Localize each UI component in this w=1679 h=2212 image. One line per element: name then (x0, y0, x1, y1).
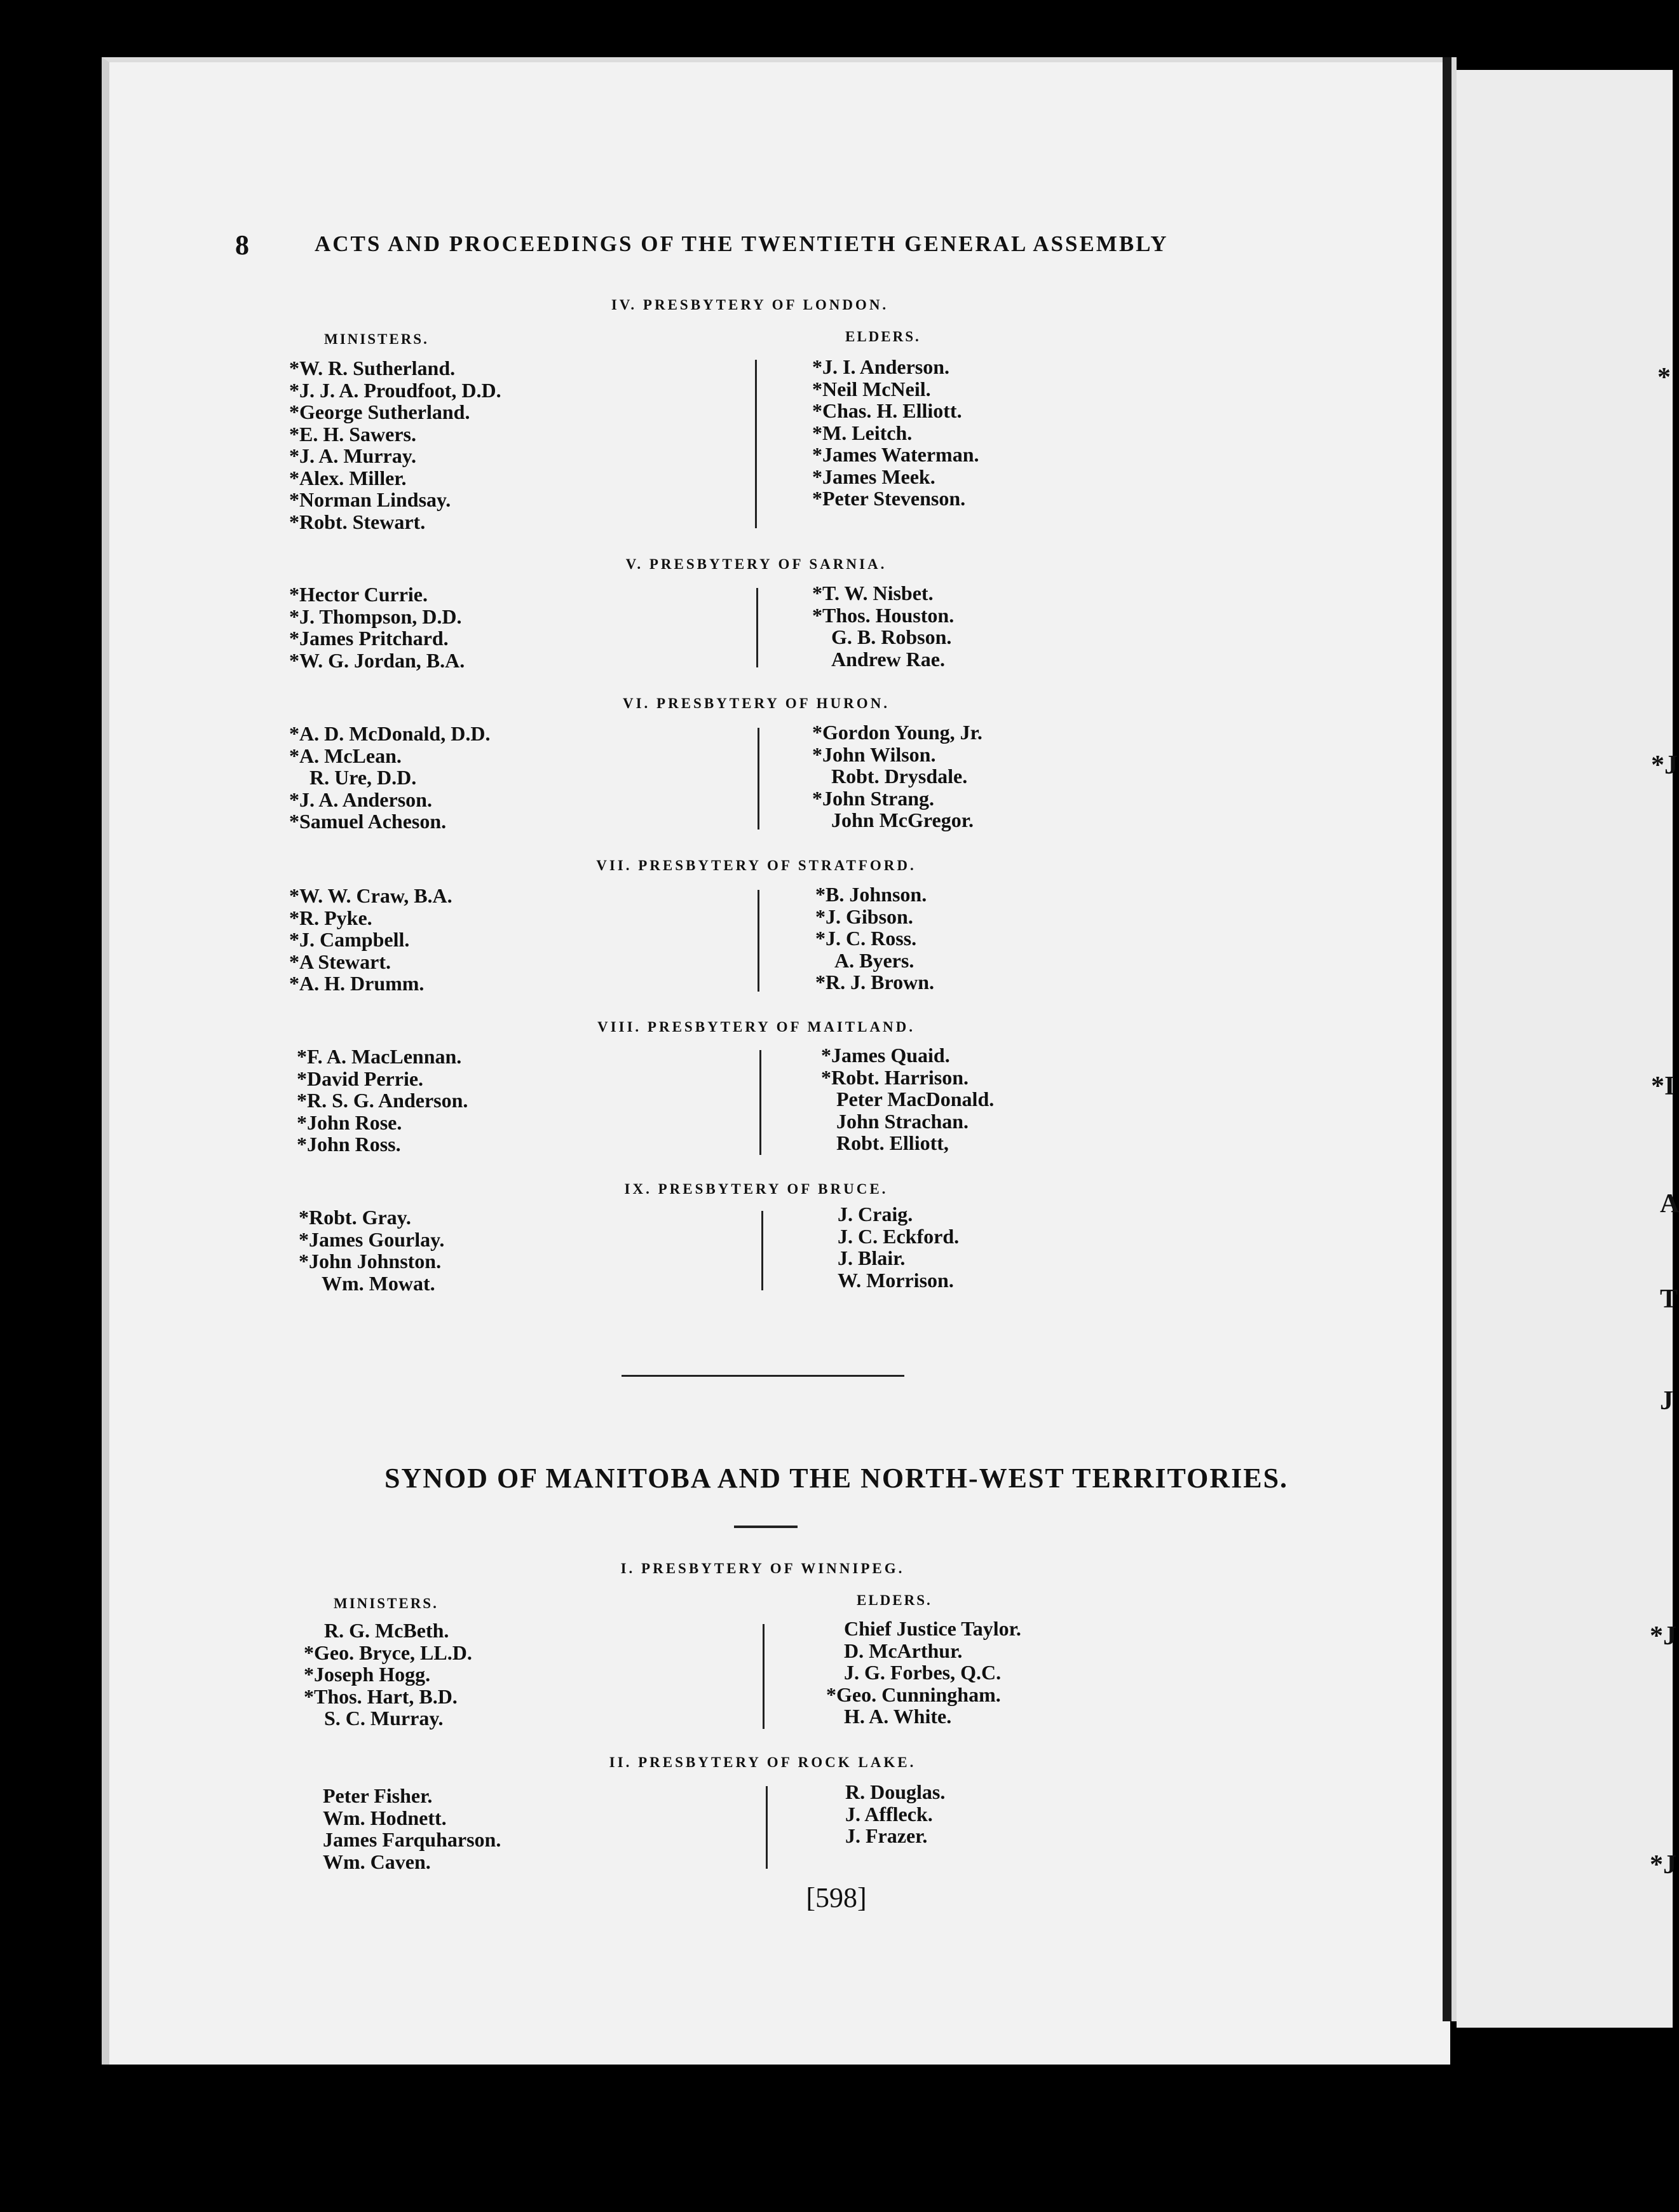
elder-name: *Chas. H. Elliott. (812, 399, 962, 422)
elder-name: *Geo. Cunningham. (826, 1683, 1001, 1706)
elder-name: *James Quaid. (821, 1044, 950, 1067)
minister-name: *Hector Currie. (289, 583, 428, 606)
elder-name: Andrew Rae. (831, 647, 945, 671)
presbytery-title: IX. PRESBYTERY OF BRUCE. (624, 1181, 888, 1197)
minister-name: Peter Fisher. (323, 1784, 433, 1807)
elder-name: John McGregor. (831, 809, 974, 831)
ministers-list (289, 885, 452, 995)
presbytery-title: VI. PRESBYTERY OF HURON. (623, 695, 890, 711)
ministers-list (304, 1620, 472, 1730)
ministers-list (289, 584, 465, 671)
elder-name: *Thos. Houston. (812, 603, 955, 627)
adjacent-page-fragment: *J (1650, 1621, 1676, 1651)
minister-name: S. C. Murray. (324, 1707, 444, 1730)
minister-name: *Alex. Miller. (289, 466, 407, 489)
ministers-list (289, 723, 490, 833)
column-divider (756, 588, 758, 667)
page-gutter (1443, 57, 1451, 2021)
elder-name: *J. I. Anderson. (812, 355, 950, 378)
adjacent-page-fragment: *J (1650, 1850, 1676, 1880)
elder-name: *Robt. Harrison. (821, 1065, 969, 1089)
minister-name: *James Pritchard. (289, 627, 449, 650)
presbytery-title: VII. PRESBYTERY OF STRATFORD. (596, 857, 916, 873)
elder-name: *Gordon Young, Jr. (812, 721, 982, 744)
ministers-label: MINISTERS. (334, 1595, 438, 1611)
minister-name: *A. H. Drumm. (289, 972, 425, 995)
elder-name: *John Wilson. (812, 742, 936, 766)
elder-name: J. Frazer. (845, 1824, 928, 1847)
elders-label: ELDERS. (845, 329, 921, 345)
minister-name: *R. Pyke. (289, 906, 372, 929)
presbytery-title: V. PRESBYTERY OF SARNIA. (625, 556, 887, 572)
elder-name: D. McArthur. (844, 1639, 963, 1662)
column-divider (761, 1211, 763, 1290)
minister-name: *Robt. Gray. (299, 1206, 411, 1229)
running-title: ACTS AND PROCEEDINGS OF THE TWENTIETH GENERAL ASSEMBLY (315, 231, 1169, 256)
elder-name: *M. Leitch. (812, 421, 913, 444)
minister-name: *W. G. Jordan, B.A. (289, 648, 465, 672)
elder-name: Robt. Drysdale. (831, 765, 968, 788)
elders-list (812, 721, 982, 831)
minister-name: *Robt. Stewart. (289, 510, 426, 533)
column-divider (758, 728, 759, 830)
adjacent-page-fragment: * (1657, 363, 1671, 392)
elders-label: ELDERS. (857, 1592, 932, 1608)
elder-name: *John Strang. (812, 786, 935, 810)
column-divider (755, 360, 757, 528)
minister-name: *J. A. Anderson. (289, 788, 432, 811)
minister-name: *Thos. Hart, B.D. (304, 1684, 458, 1708)
elder-name: *Peter Stevenson. (812, 487, 966, 510)
minister-name: Wm. Hodnett. (323, 1806, 447, 1829)
minister-name: *Joseph Hogg. (304, 1663, 431, 1686)
minister-name: *F. A. MacLennan. (297, 1045, 462, 1068)
elder-name: *Neil McNeil. (812, 377, 931, 400)
elder-name: R. Douglas. (845, 1780, 946, 1803)
running-header (232, 229, 1198, 261)
elder-name: *James Meek. (812, 465, 935, 488)
minister-name: R. G. McBeth. (324, 1619, 449, 1642)
adjacent-page-fragment: *I (1651, 1072, 1675, 1101)
elder-name: *T. W. Nisbet. (812, 582, 934, 604)
ministers-list (289, 357, 501, 533)
elders-list (812, 582, 954, 670)
synod-title: SYNOD OF MANITOBA AND THE NORTH-WEST TERRITORIES. (384, 1463, 1289, 1494)
ministers-list (299, 1206, 444, 1294)
adjacent-page-fragment: *J (1651, 751, 1678, 780)
minister-name: *John Ross. (297, 1133, 401, 1156)
minister-name: *Samuel Acheson. (289, 810, 447, 833)
elder-name: J. Blair. (838, 1246, 906, 1269)
title-rule (734, 1526, 798, 1528)
elder-name: Peter MacDonald. (836, 1088, 995, 1110)
elder-name: Chief Justice Taylor. (844, 1617, 1021, 1640)
presbytery-title: IV. PRESBYTERY OF LONDON. (611, 297, 889, 313)
elder-name: John Strachan. (836, 1109, 969, 1133)
section-divider (622, 1375, 904, 1377)
elder-name: *B. Johnson. (815, 883, 927, 906)
minister-name: *J. A. Murray. (289, 444, 416, 467)
column-divider (766, 1786, 768, 1869)
elder-name: J. Affleck. (845, 1802, 933, 1826)
adjacent-page-fragment: J (1660, 1386, 1673, 1416)
elders-list (826, 1618, 1021, 1728)
elder-name: *James Waterman. (812, 443, 979, 466)
minister-name: *A. McLean. (289, 744, 402, 767)
minister-name: *James Gourlay. (299, 1227, 445, 1251)
minister-name: *Norman Lindsay. (289, 488, 451, 511)
elder-name: Robt. Elliott, (836, 1131, 949, 1154)
adjacent-page-fragment: T (1660, 1285, 1678, 1314)
minister-name: *J. Campbell. (289, 928, 410, 951)
minister-name: *A. D. McDonald, D.D. (289, 722, 491, 745)
elder-name: *R. J. Brown. (815, 971, 934, 993)
elders-list (815, 884, 934, 993)
ministers-list (297, 1046, 468, 1156)
elder-name: G. B. Robson. (831, 625, 952, 648)
minister-name: *John Rose. (297, 1110, 402, 1134)
presbytery-title: I. PRESBYTERY OF WINNIPEG. (620, 1560, 905, 1576)
elder-name: J. Craig. (838, 1203, 913, 1225)
minister-name: Wm. Caven. (323, 1850, 431, 1873)
minister-name: *J. Thompson, D.D. (289, 604, 462, 628)
column-divider (758, 890, 759, 992)
minister-name: *E. H. Sawers. (289, 422, 416, 446)
ministers-list (323, 1785, 501, 1873)
minister-name: *George Sutherland. (289, 400, 470, 423)
elders-list (838, 1203, 959, 1291)
elders-list (821, 1044, 994, 1154)
adjacent-page-fragment: A (1660, 1189, 1679, 1219)
minister-name: *W. W. Craw, B.A. (289, 884, 452, 907)
page-number: 8 (235, 229, 249, 261)
presbytery-title: VIII. PRESBYTERY OF MAITLAND. (597, 1019, 916, 1035)
elder-name: A. Byers. (834, 948, 914, 972)
column-divider (759, 1050, 761, 1155)
minister-name: *R. S. G. Anderson. (297, 1089, 468, 1112)
minister-name: R. Ure, D.D. (309, 766, 417, 789)
presbytery-title: II. PRESBYTERY OF ROCK LAKE. (609, 1754, 916, 1770)
minister-name: *John Johnston. (299, 1250, 442, 1273)
adjacent-page (1457, 70, 1673, 2028)
elder-name: *J. C. Ross. (815, 927, 917, 950)
ministers-label: MINISTERS. (324, 331, 429, 347)
page-gutter-edge (1451, 57, 1457, 2021)
minister-name: *A Stewart. (289, 950, 391, 973)
minister-name: *David Perrie. (297, 1067, 424, 1090)
minister-name: *Geo. Bryce, LL.D. (304, 1641, 472, 1664)
bracketed-page-number: [598] (806, 1882, 867, 1913)
column-divider (763, 1624, 765, 1729)
elder-name: J. G. Forbes, Q.C. (844, 1661, 1002, 1684)
minister-name: James Farquharson. (323, 1828, 501, 1851)
elder-name: H. A. White. (844, 1705, 952, 1728)
elder-name: W. Morrison. (838, 1268, 954, 1292)
minister-name: Wm. Mowat. (322, 1271, 435, 1295)
elder-name: *J. Gibson. (815, 905, 913, 928)
minister-name: *W. R. Sutherland. (289, 357, 456, 379)
elder-name: J. C. Eckford. (838, 1224, 960, 1248)
elders-list (812, 356, 979, 510)
minister-name: *J. J. A. Proudfoot, D.D. (289, 378, 501, 402)
elders-list (845, 1781, 945, 1847)
